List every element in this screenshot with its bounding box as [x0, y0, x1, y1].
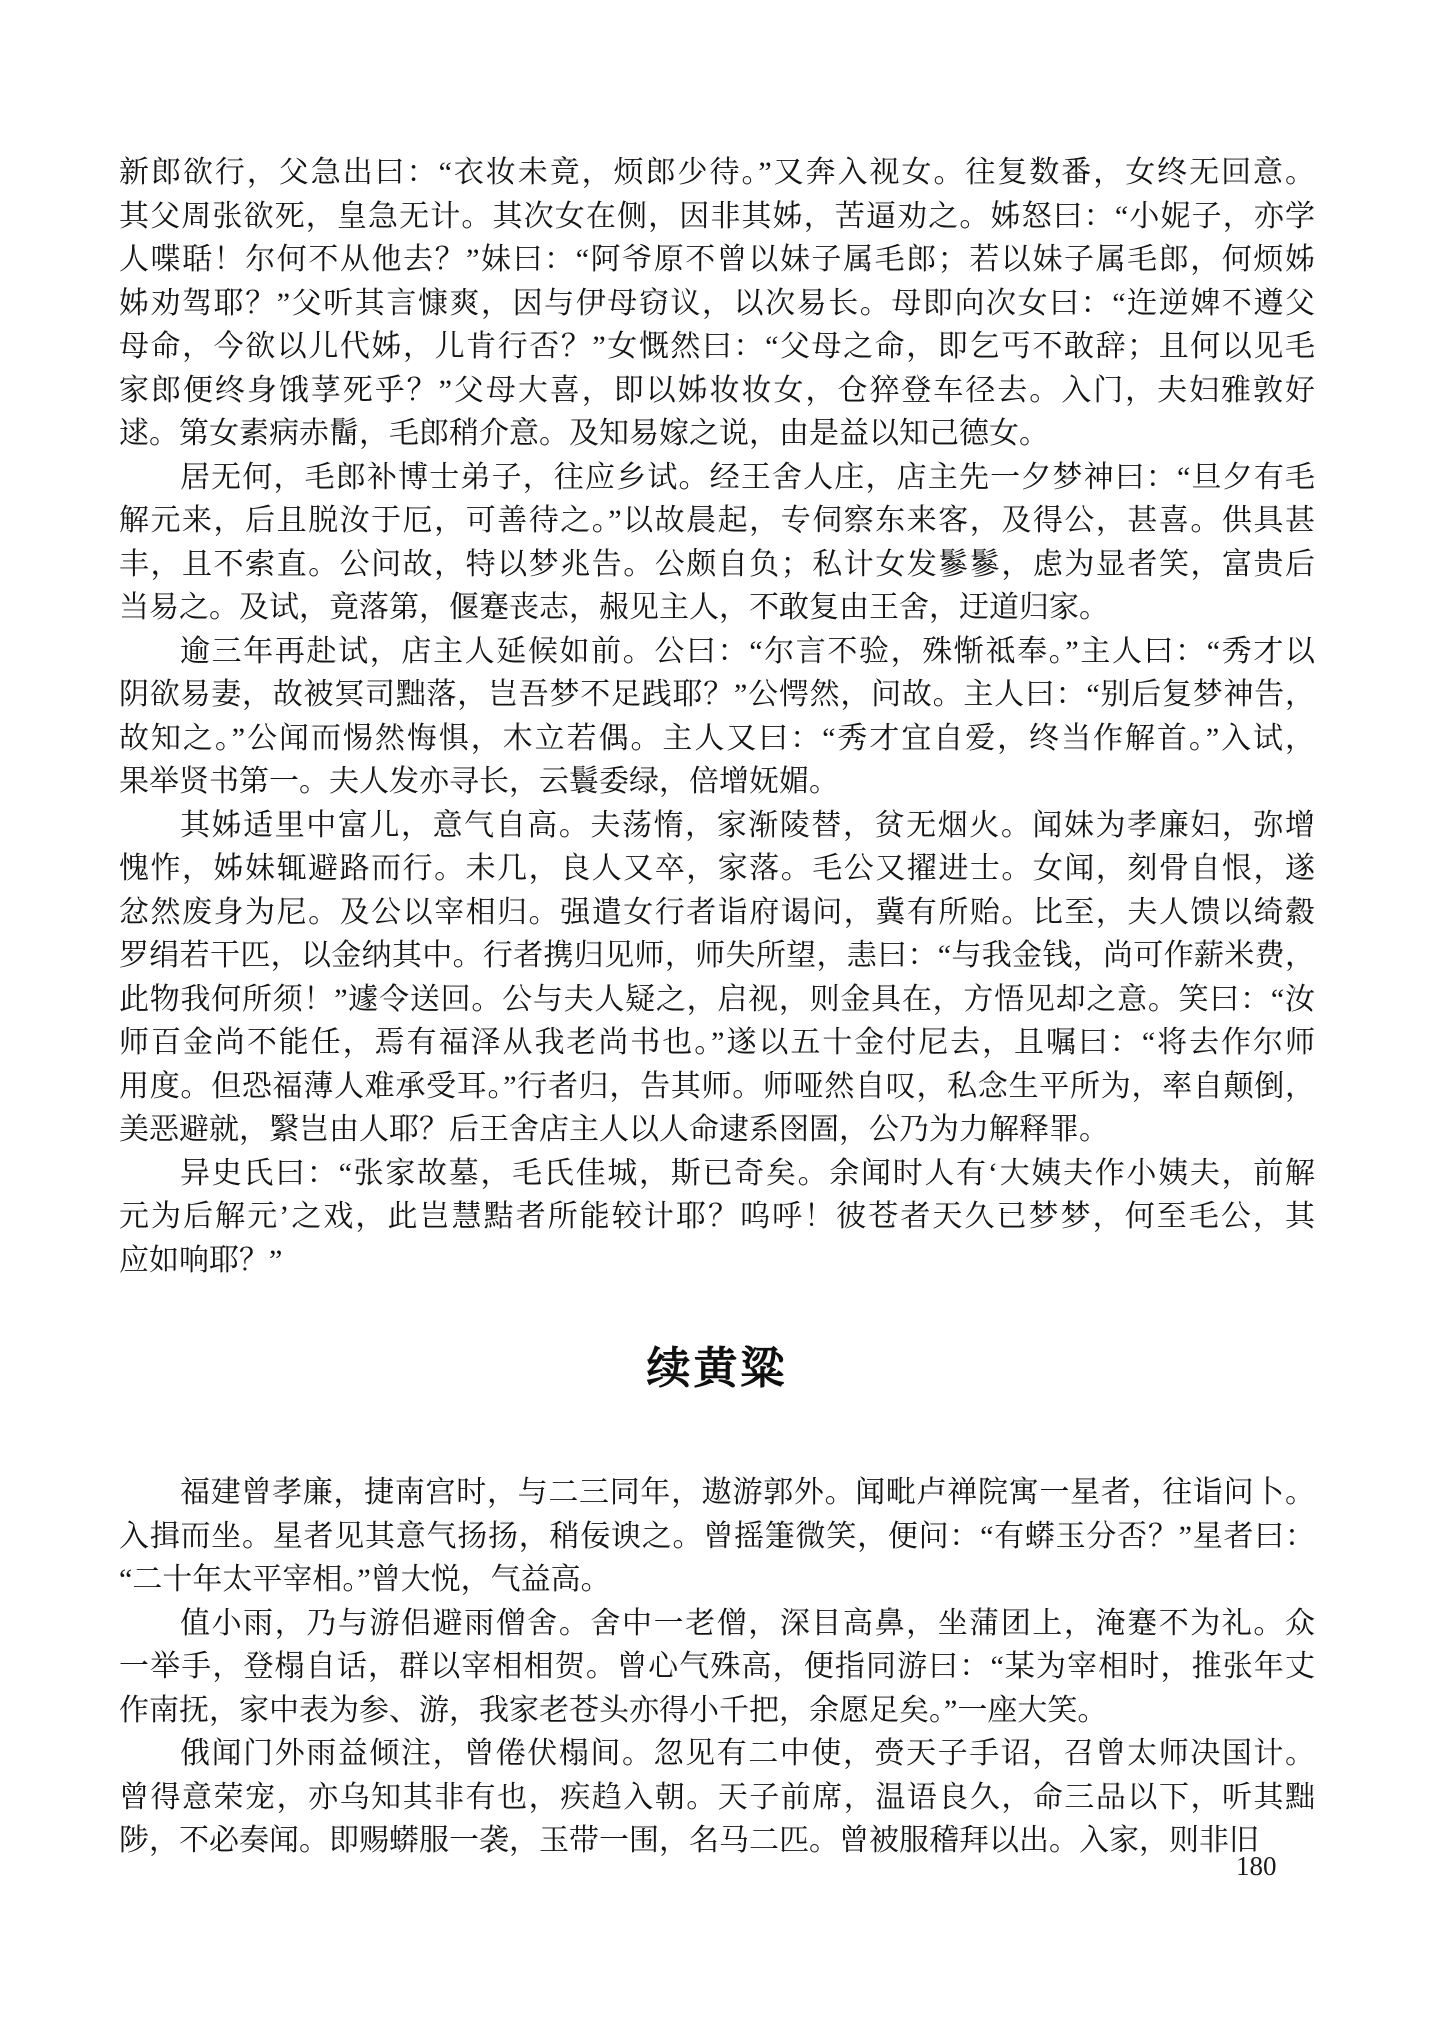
chapter-title: 续黄粱	[646, 1344, 788, 1393]
text-line: 应如响耶？”	[119, 1243, 283, 1277]
text-line: 陟，不必奏闻。即赐蟒服一袭，玉带一围，名马二匹。曾被服稽拜以出。入家，则非旧	[119, 1824, 1259, 1857]
text-line: “二十年太平宰相。”曾大悦，气益高。	[119, 1563, 611, 1596]
text-line: 果举贤书第一。夫人发亦寻长，云鬟委绿，倍增妩媚。	[119, 765, 839, 798]
text-line: 一举手，登榻自话，群以宰相相贺。曾心气殊高，便指同游曰：“某为宰相时，推张年丈	[119, 1650, 1315, 1683]
text-line: 其姊适里中富儿，意气自高。夫荡惰，家渐陵替，贫无烟火。闻妹为孝廉妇，弥增	[180, 808, 1315, 842]
text-line: 丰，且不索直。公问故，特以梦兆告。公颇自负；私计女发鬖鬖，虑为显者笑，富贵后	[119, 547, 1315, 581]
text-line: 居无何，毛郎补博士弟子，往应乡试。经王舍人庄，店主先一夕梦神曰：“旦夕有毛	[180, 460, 1315, 494]
text-line: 师百金尚不能任，焉有福泽从我老尚书也。”遂以五十金付尼去，且嘱曰：“将去作尔师	[119, 1026, 1315, 1059]
text-line: 愧怍，姊妹辄避路而行。未几，良人又卒，家落。毛公又擢进士。女闻，刻骨自恨，遂	[119, 852, 1315, 885]
text-line: 元为后解元’之戏，此岂慧黠者所能较计耶？呜呼！彼苍者天久已梦梦，何至毛公，其	[119, 1200, 1315, 1233]
paragraph	[119, 456, 1315, 630]
story-begin-section	[119, 1471, 1315, 1863]
paragraph	[119, 1602, 1315, 1733]
text-line: 其父周张欲死，皇急无计。其次女在侧，因非其姊，苦逼劝之。姊怒曰：“小妮子，亦学	[119, 199, 1315, 233]
story-end-section	[119, 151, 1315, 1282]
text-line: 新郎欲行，父急出曰：“衣妆未竟，烦郎少待。”又奔入视女。往复数番，女终无回意。	[119, 156, 1315, 189]
paragraph	[119, 151, 1315, 456]
text-line: 当易之。及试，竟落第，偃蹇丧志，赧见主人，不敢复由王舍，迂道归家。	[119, 591, 1109, 624]
paragraph	[119, 1732, 1315, 1863]
text-line: 俄闻门外雨益倾注，曾倦伏榻间。忽见有二中使，赍天子手诏，召曾太师决国计。	[180, 1737, 1315, 1770]
text-line: 姊劝驾耶？”父听其言慷爽，因与伊母窃议，以次易长。母即向次女曰：“迕逆婢不遵父	[119, 286, 1315, 320]
text-line: 异史氏曰：“张家故墓，毛氏佳城，斯已奇矣。余闻时人有‘大姨夫作小姨夫，前解	[180, 1156, 1315, 1190]
text-line: 值小雨，乃与游侣避雨僧舍。舍中一老僧，深目高鼻，坐蒲团上，淹蹇不为礼。众	[180, 1606, 1315, 1640]
page-number: 180	[1236, 1851, 1277, 1881]
paragraph	[119, 1471, 1315, 1602]
text-line: 用度。但恐福薄人难承受耳。”行者归，告其师。师哑然自叹，私念生平所为，率自颠倒，	[119, 1069, 1315, 1103]
text-line: 此物我何所须！”遽令送回。公与夫人疑之，启视，则金具在，方悟见却之意。笑曰：“汝	[119, 982, 1315, 1016]
page-content	[119, 151, 1315, 1863]
text-line: 福建曾孝廉，捷南宫时，与二三同年，遨游郭外。闻毗卢禅院寓一星者，往诣问卜。	[180, 1476, 1315, 1509]
text-line: 逾三年再赴试，店主人延候如前。公曰：“尔言不验，殊惭祗奉。”主人曰：“秀才以	[180, 634, 1315, 668]
text-line: 人喋聒！尔何不从他去？”妹曰：“阿爷原不曾以妹子属毛郎；若以妹子属毛郎，何烦姊	[119, 243, 1315, 276]
text-line: 入揖而坐。星者见其意气扬扬，稍佞谀之。曾摇箑微笑，便问：“有蟒玉分否？”星者曰：	[119, 1519, 1315, 1553]
text-line: 故知之。”公闻而惕然悔惧，木立若偶。主人又曰：“秀才宜自爱，终当作解首。”入试，	[119, 721, 1315, 755]
text-line: 忿然废身为尼。及公以宰相归。强遣女行者诣府谒问，冀有所贻。比至，夫人馈以绮縠	[119, 895, 1315, 929]
text-line: 阴欲易妻，故被冥司黜落，岂吾梦不足践耶？”公愕然，问故。主人曰：“别后复梦神告，	[119, 678, 1315, 711]
text-line: 曾得意荣宠，亦乌知其非有也，疾趋入朝。天子前席，温语良久，命三品以下，听其黜	[119, 1780, 1315, 1814]
text-line: 解元来，后且脱汝于厄，可善待之。”以故晨起，专伺察东来客，及得公，甚喜。供具甚	[119, 504, 1315, 537]
paragraph	[119, 1152, 1315, 1283]
text-line: 母命，今欲以儿代姊，儿肯行否？”女慨然曰：“父母之命，即乞丐不敢辞；且何以见毛	[119, 330, 1315, 363]
text-line: 美恶避就，繄岂由人耶？后王舍店主人以人命逮系囹圄，公乃为力解释罪。	[119, 1113, 1109, 1146]
text-line: 作南抚，家中表为参、游，我家老苍头亦得小千把，余愿足矣。”一座大笑。	[119, 1693, 1108, 1727]
text-line: 家郎便终身饿莩死乎？”父母大喜，即以姊妆妆女，仓猝登车径去。入门，夫妇雅敦好	[119, 373, 1315, 407]
text-line: 逑。第女素病赤鬝，毛郎稍介意。及知易嫁之说，由是益以知己德女。	[119, 417, 1049, 450]
text-line: 罗绢若干匹，以金纳其中。行者携归见师，师失所望，恚曰：“与我金钱，尚可作薪米费，	[119, 939, 1315, 972]
paragraph	[119, 804, 1315, 1152]
paragraph	[119, 630, 1315, 804]
